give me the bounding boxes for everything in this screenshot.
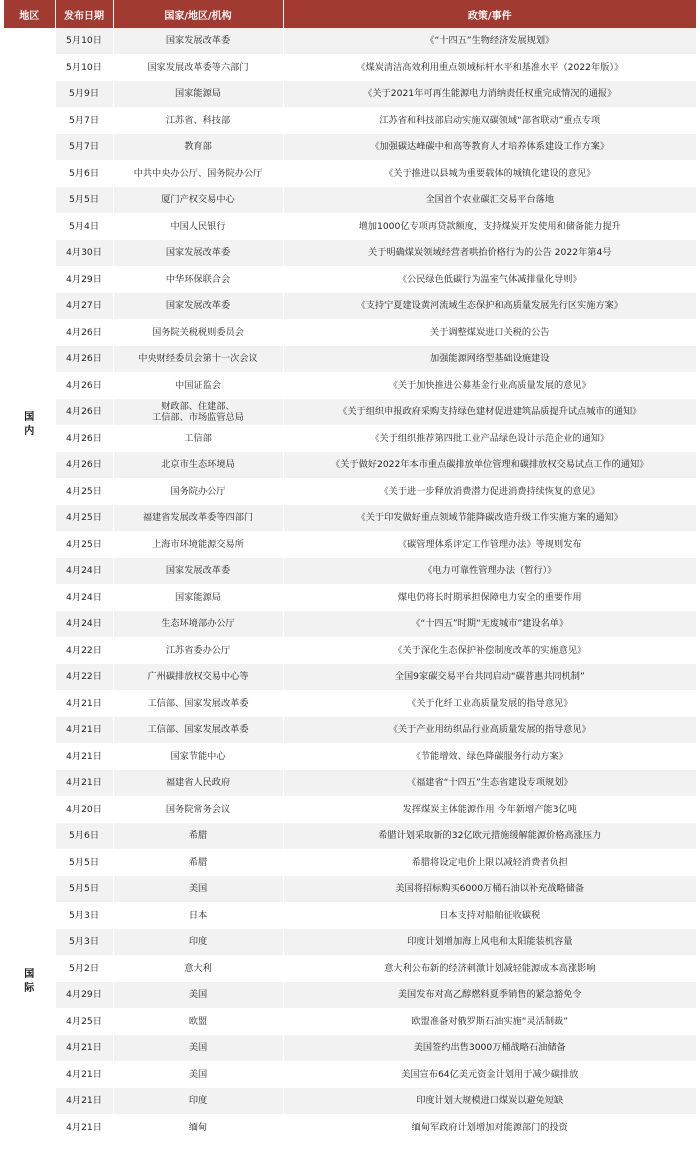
event-cell: 《“十四五”时期“无废城市”建设名单》 — [283, 611, 696, 638]
table-row — [4, 28, 696, 54]
org-cell: 中华环保联合会 — [113, 266, 283, 293]
event-cell: 《关于印发做好重点领域节能降碳改造升级工作实施方案的通知》 — [283, 505, 696, 532]
event-cell: 《关于化纤工业高质量发展的指导意见》 — [283, 690, 696, 717]
date-cell: 4月29日 — [55, 266, 113, 293]
org-cell: 美国 — [113, 1035, 283, 1062]
table-row — [4, 743, 696, 770]
event-cell: 发挥煤炭主体能源作用 今年新增产能3亿吨 — [283, 796, 696, 823]
event-cell: 关于明确煤炭领域经营者哄抬价格行为的公告 2022年第4号 — [283, 240, 696, 267]
org-cell: 国家能源局 — [113, 81, 283, 108]
date-cell: 4月29日 — [55, 982, 113, 1009]
table-row — [4, 690, 696, 717]
date-cell: 4月20日 — [55, 796, 113, 823]
event-cell: 欧盟准备对俄罗斯石油实施“灵活制裁” — [283, 1008, 696, 1035]
date-cell: 4月25日 — [55, 505, 113, 532]
event-cell: 美国签约出售3000万桶战略石油储备 — [283, 1035, 696, 1062]
table-row — [4, 1114, 696, 1141]
header-region: 地区 — [4, 0, 55, 28]
table-row — [4, 558, 696, 585]
org-cell: 江苏省委办公厅 — [113, 637, 283, 664]
table-row — [4, 1008, 696, 1035]
event-cell: 希腊将设定电价上限以减轻消费者负担 — [283, 849, 696, 876]
table-row — [4, 664, 696, 691]
date-cell: 4月25日 — [55, 1008, 113, 1035]
org-cell: 工信部 — [113, 425, 283, 452]
header-org: 国家/地区/机构 — [113, 0, 283, 28]
event-cell: 《“十四五”生物经济发展规划》 — [283, 28, 696, 54]
table-row — [4, 505, 696, 532]
date-cell: 5月5日 — [55, 187, 113, 214]
header-date: 发布日期 — [55, 0, 113, 28]
org-cell: 教育部 — [113, 134, 283, 161]
date-cell: 4月30日 — [55, 240, 113, 267]
org-cell: 国务院常务会议 — [113, 796, 283, 823]
table-row — [4, 955, 696, 982]
table-body — [4, 28, 696, 1141]
event-cell: 希腊计划采取新的32亿欧元措施缓解能源价格高涨压力 — [283, 823, 696, 850]
date-cell: 5月7日 — [55, 107, 113, 134]
org-cell: 国家能源局 — [113, 584, 283, 611]
event-cell: 《碳管理体系评定工作管理办法》等规则发布 — [283, 531, 696, 558]
org-cell: 中央财经委员会第十一次会议 — [113, 346, 283, 373]
org-cell: 美国 — [113, 1061, 283, 1088]
org-cell: 工信部、国家发展改革委 — [113, 717, 283, 744]
org-cell: 国家发展改革委 — [113, 240, 283, 267]
table-row — [4, 452, 696, 479]
date-cell: 4月21日 — [55, 1114, 113, 1141]
org-cell: 中国证监会 — [113, 372, 283, 399]
event-cell: 加强能源网络型基础设施建设 — [283, 346, 696, 373]
table-row — [4, 929, 696, 956]
date-cell: 4月26日 — [55, 452, 113, 479]
org-cell: 广州碳排放权交易中心等 — [113, 664, 283, 691]
event-cell: 《支持宁夏建设黄河流域生态保护和高质量发展先行区实施方案》 — [283, 293, 696, 320]
date-cell: 5月9日 — [55, 81, 113, 108]
event-cell: 意大利公布新的经济刺激计划减轻能源成本高涨影响 — [283, 955, 696, 982]
date-cell: 4月21日 — [55, 717, 113, 744]
event-cell: 全国首个农业碳汇交易平台落地 — [283, 187, 696, 214]
date-cell: 4月26日 — [55, 319, 113, 346]
table-row — [4, 346, 696, 373]
date-cell: 5月7日 — [55, 134, 113, 161]
org-cell: 中共中央办公厅、国务院办公厅 — [113, 160, 283, 187]
date-cell: 5月10日 — [55, 28, 113, 54]
table-row — [4, 876, 696, 903]
org-cell: 日本 — [113, 902, 283, 929]
event-cell: 《福建省“十四五”生态省建设专项规划》 — [283, 770, 696, 797]
date-cell: 4月21日 — [55, 690, 113, 717]
org-cell: 缅甸 — [113, 1114, 283, 1141]
org-cell: 生态环境部办公厅 — [113, 611, 283, 638]
table-row — [4, 160, 696, 187]
event-cell: 《关于深化生态保护补偿制度改革的实施意见》 — [283, 637, 696, 664]
org-cell: 印度 — [113, 1088, 283, 1115]
org-cell: 希腊 — [113, 823, 283, 850]
date-cell: 4月26日 — [55, 346, 113, 373]
org-cell: 工信部、国家发展改革委 — [113, 690, 283, 717]
region-label: 国 际 — [4, 823, 55, 1141]
event-cell: 缅甸军政府计划增加对能源部门的投资 — [283, 1114, 696, 1141]
table-row — [4, 187, 696, 214]
table-row — [4, 399, 696, 426]
table-row — [4, 1061, 696, 1088]
table-row — [4, 849, 696, 876]
table-row — [4, 81, 696, 108]
table-row — [4, 796, 696, 823]
org-cell: 江苏省、科技部 — [113, 107, 283, 134]
event-cell: 关于调整煤炭进口关税的公告 — [283, 319, 696, 346]
table-header — [4, 0, 696, 28]
date-cell: 5月6日 — [55, 160, 113, 187]
table-row — [4, 319, 696, 346]
date-cell: 5月3日 — [55, 902, 113, 929]
policy-table — [4, 0, 696, 1141]
org-cell: 美国 — [113, 876, 283, 903]
event-cell: 《公民绿色低碳行为温室气体减排量化导则》 — [283, 266, 696, 293]
event-cell: 《关于推进以县城为重要载体的城镇化建设的意见》 — [283, 160, 696, 187]
table-row — [4, 770, 696, 797]
org-cell: 美国 — [113, 982, 283, 1009]
event-cell: 美国将招标购买6000万桶石油以补充战略储备 — [283, 876, 696, 903]
event-cell: 《关于组织申报政府采购支持绿色建材促进建筑品质提升试点城市的通知》 — [283, 399, 696, 426]
org-cell: 福建省人民政府 — [113, 770, 283, 797]
table-row — [4, 1035, 696, 1062]
region-label: 国 内 — [4, 28, 55, 823]
table-row — [4, 531, 696, 558]
date-cell: 4月26日 — [55, 425, 113, 452]
org-cell: 财政部、住建部、 工信部、市场监管总局 — [113, 399, 283, 426]
table-row — [4, 240, 696, 267]
date-cell: 4月21日 — [55, 1061, 113, 1088]
table-row — [4, 611, 696, 638]
org-cell: 厦门产权交易中心 — [113, 187, 283, 214]
org-cell: 国务院关税税则委员会 — [113, 319, 283, 346]
event-cell: 增加1000亿专项再贷款额度，支持煤炭开发使用和储备能力提升 — [283, 213, 696, 240]
date-cell: 4月26日 — [55, 399, 113, 426]
event-cell: 《关于产业用纺织品行业高质量发展的指导意见》 — [283, 717, 696, 744]
table-row — [4, 54, 696, 81]
event-cell: 全国9家碳交易平台共同启动“碳普惠共同机制” — [283, 664, 696, 691]
date-cell: 5月5日 — [55, 876, 113, 903]
org-cell: 印度 — [113, 929, 283, 956]
org-cell: 希腊 — [113, 849, 283, 876]
event-cell: 美国宣布64亿美元资金计划用于减少碳排放 — [283, 1061, 696, 1088]
org-cell: 国家发展改革委 — [113, 558, 283, 585]
date-cell: 4月22日 — [55, 664, 113, 691]
date-cell: 4月27日 — [55, 293, 113, 320]
org-cell: 国务院办公厅 — [113, 478, 283, 505]
date-cell: 5月4日 — [55, 213, 113, 240]
event-cell: 印度计划增加海上风电和太阳能装机容量 — [283, 929, 696, 956]
date-cell: 4月21日 — [55, 1088, 113, 1115]
date-cell: 4月21日 — [55, 770, 113, 797]
event-cell: 《关于进一步释放消费潜力促进消费持续恢复的意见》 — [283, 478, 696, 505]
org-cell: 北京市生态环境局 — [113, 452, 283, 479]
table-row — [4, 266, 696, 293]
date-cell: 5月10日 — [55, 54, 113, 81]
event-cell: 煤电仍将长时期承担保障电力安全的重要作用 — [283, 584, 696, 611]
table-row — [4, 293, 696, 320]
org-cell: 国家发展改革委 — [113, 293, 283, 320]
date-cell: 4月25日 — [55, 531, 113, 558]
org-cell: 意大利 — [113, 955, 283, 982]
date-cell: 4月21日 — [55, 1035, 113, 1062]
event-cell: 《关于加快推进公募基金行业高质量发展的意见》 — [283, 372, 696, 399]
date-cell: 4月24日 — [55, 584, 113, 611]
org-cell: 国家发展改革委 — [113, 28, 283, 54]
table-row — [4, 1088, 696, 1115]
table-row — [4, 584, 696, 611]
event-cell: 日本支持对船舶征收碳税 — [283, 902, 696, 929]
date-cell: 4月24日 — [55, 611, 113, 638]
date-cell: 4月26日 — [55, 372, 113, 399]
date-cell: 5月3日 — [55, 929, 113, 956]
org-cell: 国家发展改革委等六部门 — [113, 54, 283, 81]
header-event: 政策/事件 — [283, 0, 696, 28]
event-cell: 《加强碳达峰碳中和高等教育人才培养体系建设工作方案》 — [283, 134, 696, 161]
org-cell: 中国人民银行 — [113, 213, 283, 240]
table-row — [4, 717, 696, 744]
table-row — [4, 637, 696, 664]
table-row — [4, 902, 696, 929]
table-row — [4, 372, 696, 399]
date-cell: 4月21日 — [55, 743, 113, 770]
event-cell: 《关于2021年可再生能源电力消纳责任权重完成情况的通报》 — [283, 81, 696, 108]
date-cell: 5月5日 — [55, 849, 113, 876]
table-row — [4, 107, 696, 134]
table-row — [4, 982, 696, 1009]
event-cell: 印度计划大规模进口煤炭以避免短缺 — [283, 1088, 696, 1115]
table-row — [4, 134, 696, 161]
date-cell: 4月24日 — [55, 558, 113, 585]
event-cell: 《煤炭清洁高效利用重点领域标杆水平和基准水平（2022年版）》 — [283, 54, 696, 81]
org-cell: 欧盟 — [113, 1008, 283, 1035]
date-cell: 5月2日 — [55, 955, 113, 982]
date-cell: 4月25日 — [55, 478, 113, 505]
org-cell: 国家节能中心 — [113, 743, 283, 770]
date-cell: 5月6日 — [55, 823, 113, 850]
org-cell: 福建省发展改革委等四部门 — [113, 505, 283, 532]
event-cell: 江苏省和科技部启动实施双碳领域“部省联动”重点专项 — [283, 107, 696, 134]
event-cell: 美国发布对高乙醇燃料夏季销售的紧急豁免令 — [283, 982, 696, 1009]
org-cell: 上海市环境能源交易所 — [113, 531, 283, 558]
event-cell: 《关于做好2022年本市重点碳排放单位管理和碳排放权交易试点工作的通知》 — [283, 452, 696, 479]
event-cell: 《关于组织推荐第四批工业产品绿色设计示范企业的通知》 — [283, 425, 696, 452]
table-row — [4, 823, 696, 850]
table-row — [4, 213, 696, 240]
event-cell: 《电力可靠性管理办法（暂行）》 — [283, 558, 696, 585]
date-cell: 4月22日 — [55, 637, 113, 664]
table-row — [4, 425, 696, 452]
table-row — [4, 478, 696, 505]
event-cell: 《节能增效、绿色降碳服务行动方案》 — [283, 743, 696, 770]
